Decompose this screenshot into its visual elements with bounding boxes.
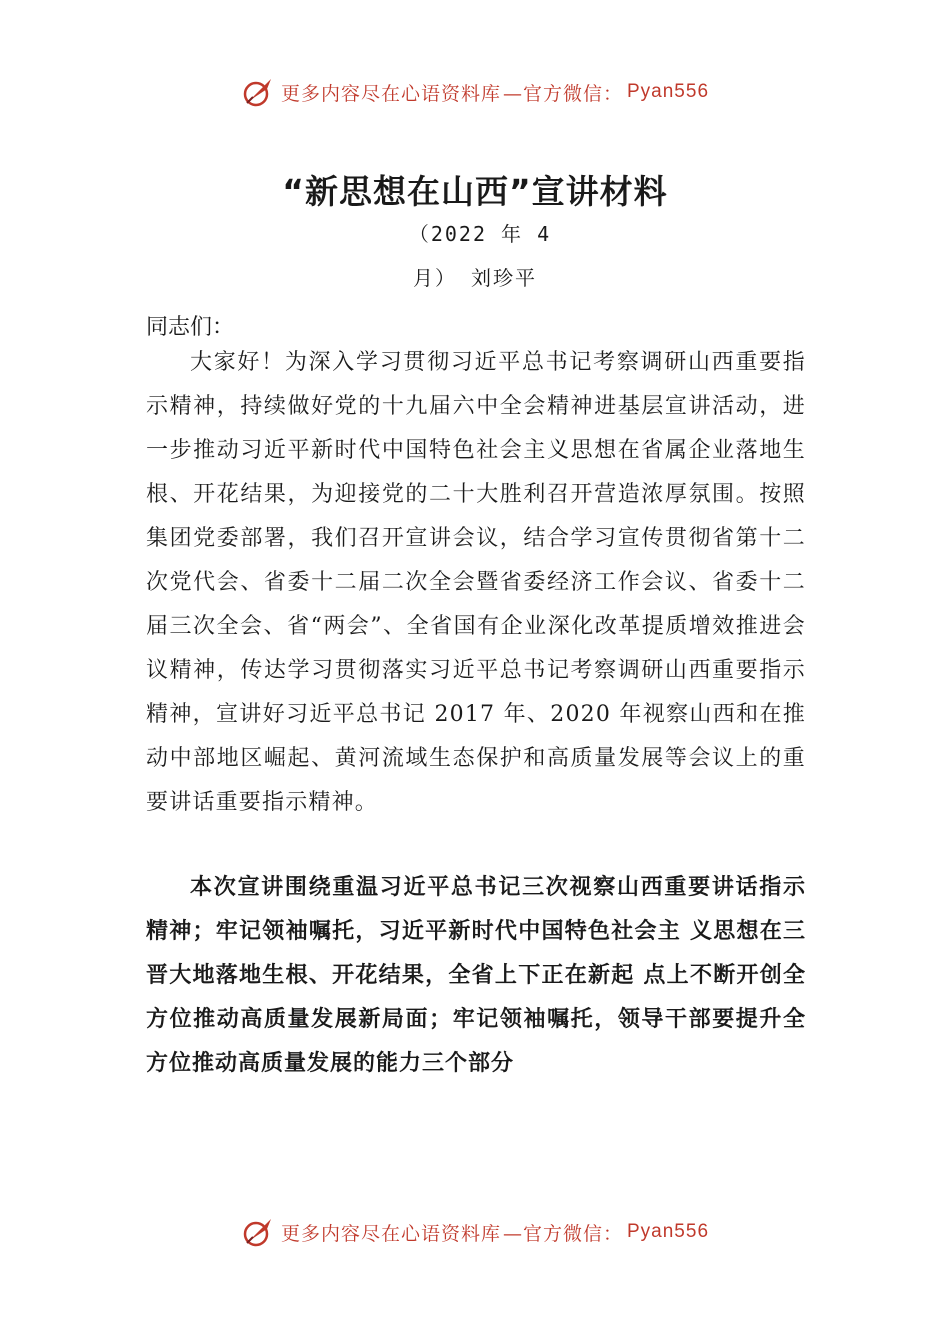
body-paragraph-1: 大家好！为深入学习贯彻习近平总书记考察调研山西重要指示精神，持续做好党的十九届六中全会精神进基层宣讲活动，进一步推动习近平新时代中国特色社会主义思想在省属企业落地生根、开花结果，为迎接党的二十大胜利召开营造浓厚氛围。按照集团党委部署，我们召开宣讲会议，结合学习宣传贯彻省第十二次党代会、省委十二届二次全会暨省委经济工作会议、省委十二届三次全会、省“两会”、全省国有企业深化改革提质增效推进会议精神，传达学习贯彻落实习近平总书记考察调研山西重要指示精神，宣讲好习近平总书记 2017 年、2020 年视察山西和在推动中部地区崛起、黄河流域生态保护和高质量发展等会议上的重要讲话重要指示精神。 bbox=[146, 350, 806, 815]
watermark-separator: —官方微信： bbox=[502, 82, 623, 105]
footer-watermark bbox=[0, 1210, 950, 1254]
watermark-wechat-id: Pyan556 bbox=[627, 1221, 710, 1242]
document-author-line: 月） 刘珍平 bbox=[412, 266, 538, 290]
quill-logo-icon bbox=[241, 75, 275, 109]
body-paragraph-2-bold: 本次宣讲围绕重温习近平总书记三次视察山西重要讲话指示精神；牢记领袖嘱托，习近平新时代中国特色社会主 义思想在三晋大地落地生根、开花结果，全省上下正在新起 点上不断开创全方位推动高质量发展新局面；牢记领袖嘱托，领导干部要提升全方位推动高质量发展的能力三个部分 bbox=[146, 875, 806, 1076]
document-title: “新思想在山西”宣讲材料 bbox=[282, 172, 668, 211]
watermark-brand: 更多内容尽在心语资料库 bbox=[280, 1222, 501, 1245]
document-date-line: （2022 年 4 bbox=[408, 222, 552, 246]
salutation: 同志们： bbox=[146, 315, 235, 340]
watermark-wechat-id: Pyan556 bbox=[627, 81, 710, 102]
watermark-separator: —官方微信： bbox=[502, 1222, 623, 1245]
quill-logo-icon bbox=[241, 1215, 275, 1249]
watermark-brand: 更多内容尽在心语资料库 bbox=[280, 82, 501, 105]
header-watermark bbox=[0, 70, 950, 114]
